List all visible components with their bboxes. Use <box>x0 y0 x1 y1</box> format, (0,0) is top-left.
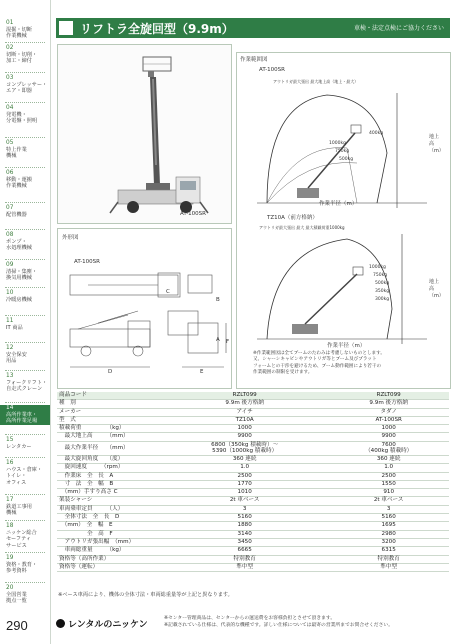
sidebar-divider <box>5 457 45 458</box>
spec-cell-label: 旋回速度 （rpm） <box>57 464 161 472</box>
brand-logo <box>56 617 148 630</box>
spec-table <box>57 392 449 572</box>
range-b-axis-y: 地上高（m） <box>429 279 444 299</box>
sidebar-item-label: 切断・切削・ 加工・締付 <box>6 51 38 65</box>
photo-panel <box>57 44 232 224</box>
spec-cell-label: 車両総重量 （kg） <box>57 547 161 555</box>
spec-cell-col2: 3 <box>328 505 449 513</box>
dim-b: B <box>216 297 220 303</box>
spec-cell-label: 最大作業半径 （mm） <box>57 441 161 455</box>
sidebar-item-number: 02 <box>6 45 14 51</box>
spec-row <box>57 538 449 546</box>
spec-header-label: 商品コード <box>57 392 161 400</box>
range-note: ※作業範囲図は全てブームのたわみは考慮しないものとします。 又、シャーシキャビンやアウトリガ等とブーム及びプラット フォームとの干渉を避けるため、ブーム動作範囲により若干の 作業範囲の制限を受けます。 <box>253 351 385 376</box>
spec-cell-col1: 1.0 <box>161 464 328 472</box>
sidebar-item[interactable] <box>0 373 50 393</box>
sidebar-divider <box>5 167 45 168</box>
sidebar-divider <box>5 552 45 553</box>
sidebar-item-label: IT 商品 <box>6 324 23 331</box>
spec-cell-col1: 360 連続 <box>161 455 328 463</box>
sidebar-item[interactable] <box>0 460 50 486</box>
range-a-axis-x: 作業半径（m） <box>319 201 358 207</box>
spec-cell-col1: 9.9m 後方格納 <box>161 400 328 408</box>
sidebar-item[interactable] <box>0 318 50 331</box>
spec-row <box>57 480 449 488</box>
table-note: ※ベース車両により、機体の全体寸法・車両総重量等が上記と異なります。 <box>58 592 233 598</box>
spec-cell-label: 型 式 <box>57 416 161 424</box>
spec-cell-col1: 特別教育 <box>161 555 328 563</box>
spec-cell-col1: 3140 <box>161 530 328 538</box>
range-a-load-2: 750kg <box>335 149 350 154</box>
sidebar-divider <box>5 287 45 288</box>
work-range-panel <box>236 52 451 389</box>
spec-cell-col2: 2500 <box>328 472 449 480</box>
sidebar-item[interactable] <box>0 105 50 125</box>
photo-model-label: AT-100SR <box>180 211 206 217</box>
sidebar-item[interactable] <box>0 170 50 190</box>
sidebar-item[interactable] <box>0 555 50 575</box>
sidebar-item-label: コンプレッサー・ エア・即器 <box>6 81 48 95</box>
outline-drawing <box>58 267 231 387</box>
spec-cell-col2: 3200 <box>328 538 449 546</box>
spec-row <box>57 455 449 463</box>
dim-a: A <box>216 337 220 343</box>
sidebar-item-number: 18 <box>6 523 14 529</box>
dim-d: D <box>108 369 113 375</box>
spec-cell-col1: 5160 <box>161 514 328 522</box>
spec-cell-col2: 7600 （400kg 積載時） <box>328 441 449 455</box>
range-a-load-1: 1000kg <box>329 141 346 146</box>
sidebar-item-label: ニッケン総合 セーフティ サービス <box>6 529 37 549</box>
spec-header-col2: RZLT099 <box>328 392 449 400</box>
spec-cell-label: アウトリガ張出幅 （mm） <box>57 538 161 546</box>
sidebar-item-label: レンタカー <box>6 443 32 450</box>
range-a-axis-y: 地上高（m） <box>429 134 444 154</box>
sidebar-item-label: 移動・運搬 作業機械 <box>6 176 32 190</box>
sidebar-item-number: 01 <box>6 20 14 26</box>
spec-cell-label: 資格等（運転） <box>57 563 161 571</box>
range-model-a-note: アウトリガ最大張出 最大地上高（地上・最大） <box>273 79 359 84</box>
sidebar-item-label: 清掃・集塵・ 換気用機械 <box>6 268 38 282</box>
sidebar-divider <box>5 520 45 521</box>
sidebar-item[interactable] <box>0 205 50 218</box>
sidebar-item-number: 03 <box>6 75 14 81</box>
sidebar-item-number: 16 <box>6 460 14 466</box>
spec-cell-col2: 2980 <box>328 530 449 538</box>
spec-cell-col2: 2t 車ベース <box>328 497 449 505</box>
dim-e: E <box>200 369 204 375</box>
spec-cell-col2: 6315 <box>328 547 449 555</box>
outline-model: AT-100SR <box>74 259 100 265</box>
spec-cell-col1: 2500 <box>161 472 328 480</box>
sidebar-divider <box>5 102 45 103</box>
sidebar-item-number: 14 <box>6 405 14 411</box>
spec-cell-label: 最大地上高 （mm） <box>57 433 161 441</box>
spec-cell-label: 車両乗車定員 （人） <box>57 505 161 513</box>
outline-panel <box>57 228 232 389</box>
spec-row <box>57 416 449 424</box>
spec-cell-col1: 6800（350kg 積載時）〜 5390（1000kg 積載時） <box>161 441 328 455</box>
sidebar-item-label: 冷暖房機械 <box>6 296 32 303</box>
spec-cell-col2: AT-100SR <box>328 416 449 424</box>
dim-f: F <box>226 339 230 345</box>
sidebar-item-label: 高所作業車・ 高所作業足場 <box>6 411 38 425</box>
spec-cell-col2: 1000 <box>328 425 449 433</box>
sidebar-divider <box>5 434 45 435</box>
spec-cell-label: 作業床 全 長 A <box>57 472 161 480</box>
page-header <box>56 18 450 38</box>
page-number: 290 <box>6 618 28 633</box>
sidebar-nav <box>0 0 51 644</box>
brand-name: レンタルのニッケン <box>68 620 148 630</box>
spec-row <box>57 530 449 538</box>
footer-note: ※センター管理商品は、センターからの運送費をお客様負担とさせて頂きます。 ※記載されている仕様は、代表的な機種です。詳しい仕様については最寄の営業所までお問合せください。 <box>164 616 393 628</box>
spec-cell-col2: 360 連続 <box>328 455 449 463</box>
spec-header-col1: RZLT099 <box>161 392 328 400</box>
page-title: リフトラ全旋回型（9.9m） <box>80 22 234 36</box>
spec-cell-col1: 6665 <box>161 547 328 555</box>
spec-cell-col1: 1000 <box>161 425 328 433</box>
sidebar-item-number: 08 <box>6 232 14 238</box>
sidebar-item-number: 04 <box>6 105 14 111</box>
spec-cell-col2: 準中型 <box>328 563 449 571</box>
sidebar-item-number: 07 <box>6 205 14 211</box>
sidebar-item-label: 資格・教育・ 参考資料 <box>6 561 38 575</box>
range-model-a: AT-100SR <box>259 67 285 73</box>
spec-cell-col1: 1770 <box>161 480 328 488</box>
sidebar-item-label: 配管機器 <box>6 211 27 218</box>
spec-cell-label: 架装シャーシ <box>57 497 161 505</box>
range-a-load-3: 500kg <box>339 157 354 162</box>
work-range-label: 作業範囲図 <box>240 57 268 63</box>
header-square-icon <box>59 21 73 35</box>
sidebar-item[interactable] <box>0 290 50 303</box>
range-model-b: TZ10A（前方格納） <box>267 215 318 221</box>
sidebar-item-number: 20 <box>6 585 14 591</box>
sidebar-item[interactable] <box>0 523 50 549</box>
spec-cell-label: 資格等（高所作業） <box>57 555 161 563</box>
sidebar-divider <box>5 259 45 260</box>
spec-row <box>57 400 449 408</box>
sidebar-item[interactable] <box>0 345 50 365</box>
spec-row <box>57 489 449 497</box>
spec-row <box>57 555 449 563</box>
spec-cell-col1: アイチ <box>161 408 328 416</box>
spec-cell-col2: タダノ <box>328 408 449 416</box>
sidebar-item[interactable] <box>0 437 50 450</box>
sidebar-item-number: 15 <box>6 437 14 443</box>
spec-cell-col1: 3 <box>161 505 328 513</box>
sidebar-item-label: フォークリフト・ 自走式クレーン <box>6 379 48 393</box>
sidebar-item-number: 12 <box>6 345 14 351</box>
sidebar-item[interactable] <box>0 262 50 282</box>
spec-cell-col2: 1.0 <box>328 464 449 472</box>
sidebar-divider <box>5 582 45 583</box>
sidebar-item-label: 混掘・切断 作業機械 <box>6 26 32 40</box>
spec-cell-label: 最大旋回角度 （度） <box>57 455 161 463</box>
sidebar-item-label: 安全保安 用品 <box>6 351 27 365</box>
spec-row <box>57 505 449 513</box>
sidebar-item-label: 全国営業 拠点一覧 <box>6 591 27 605</box>
sidebar-divider <box>5 370 45 371</box>
range-b-load-1: 1000kg <box>369 265 386 270</box>
page-footer <box>56 610 450 640</box>
spec-row <box>57 433 449 441</box>
spec-row <box>57 514 449 522</box>
range-a-load-4: 400kg <box>369 131 384 136</box>
spec-cell-col1: 準中型 <box>161 563 328 571</box>
sidebar-item[interactable] <box>0 405 50 425</box>
sidebar-item-label: ハウス・倉庫・ トイレ・ オフィス <box>6 466 43 486</box>
spec-row <box>57 408 449 416</box>
range-b-load-2: 750kg <box>373 273 388 278</box>
spec-row <box>57 472 449 480</box>
sidebar-divider <box>5 72 45 73</box>
dim-c: C <box>166 289 170 295</box>
range-b-load-3: 500kg <box>375 281 390 286</box>
spec-cell-label: 種 別 <box>57 400 161 408</box>
spec-cell-col2: 5160 <box>328 514 449 522</box>
range-b-load-5: 300kg <box>375 297 390 302</box>
sidebar-item-number: 10 <box>6 290 14 296</box>
spec-cell-label: 積載荷重 （kg） <box>57 425 161 433</box>
sidebar-divider <box>5 315 45 316</box>
sidebar-item-number: 17 <box>6 497 14 503</box>
spec-cell-label: 寸 法 全 幅 B <box>57 480 161 488</box>
range-b-load-4: 350kg <box>375 289 390 294</box>
sidebar-item-label: 鉄道工事用 機械 <box>6 503 32 517</box>
sidebar-item[interactable] <box>0 232 50 252</box>
spec-cell-label: メーカー <box>57 408 161 416</box>
spec-cell-label: 全 高 F <box>57 530 161 538</box>
sidebar-item[interactable] <box>0 45 50 65</box>
spec-cell-col1: 2t 車ベース <box>161 497 328 505</box>
range-model-b-note: アウトリガ最大張出 最大 最大積載荷重1000kg <box>259 225 345 230</box>
brand-mark-icon <box>56 619 65 628</box>
spec-cell-label: （mm） 全 幅 E <box>57 522 161 530</box>
spec-row <box>57 522 449 530</box>
spec-cell-col1: 9900 <box>161 433 328 441</box>
spec-row <box>57 425 449 433</box>
sidebar-item[interactable] <box>0 140 50 160</box>
spec-cell-label: （mm）手すり高さ C <box>57 489 161 497</box>
spec-row <box>57 464 449 472</box>
sidebar-item-number: 09 <box>6 262 14 268</box>
spec-cell-col2: 910 <box>328 489 449 497</box>
spec-cell-col1: 1880 <box>161 522 328 530</box>
sidebar-item[interactable] <box>0 585 50 605</box>
sidebar-item-number: 06 <box>6 170 14 176</box>
spec-cell-col1: 3450 <box>161 538 328 546</box>
header-note: 車検・法定点検にご協力ください <box>353 25 444 32</box>
truck-photo <box>58 45 231 223</box>
spec-cell-label: 全体寸法 全 長 D <box>57 514 161 522</box>
spec-cell-col2: 特別教育 <box>328 555 449 563</box>
sidebar-divider <box>5 42 45 43</box>
sidebar-item[interactable] <box>0 497 50 517</box>
spec-row <box>57 497 449 505</box>
sidebar-divider <box>5 494 45 495</box>
sidebar-divider <box>5 342 45 343</box>
sidebar-item-label: 特上作業 機械 <box>6 146 27 160</box>
spec-cell-col2: 1550 <box>328 480 449 488</box>
range-chart-b <box>237 229 450 349</box>
spec-cell-col2: 9.9m 後方格納 <box>328 400 449 408</box>
sidebar-item-label: ポンプ・ 水処理機械 <box>6 238 32 252</box>
sidebar-item-number: 05 <box>6 140 14 146</box>
sidebar-item-number: 11 <box>6 318 14 324</box>
spec-cell-col1: TZ10A <box>161 416 328 424</box>
spec-cell-col2: 9900 <box>328 433 449 441</box>
sidebar-item-number: 13 <box>6 373 14 379</box>
spec-row <box>57 563 449 571</box>
range-b-axis-x: 作業半径（m） <box>327 343 366 349</box>
outline-label: 外形図 <box>62 235 79 241</box>
spec-cell-col1: 1010 <box>161 489 328 497</box>
sidebar-item[interactable] <box>0 75 50 95</box>
sidebar-divider <box>5 229 45 230</box>
sidebar-item-label: 発電機・ 分電盤・照明 <box>6 111 38 125</box>
sidebar-item-number: 19 <box>6 555 14 561</box>
spec-row <box>57 547 449 555</box>
spec-header-row <box>57 392 449 400</box>
spec-cell-col2: 1695 <box>328 522 449 530</box>
spec-row <box>57 441 449 455</box>
sidebar-divider <box>5 137 45 138</box>
sidebar-divider <box>5 202 45 203</box>
sidebar-divider <box>5 402 45 403</box>
sidebar-item[interactable] <box>0 20 50 40</box>
